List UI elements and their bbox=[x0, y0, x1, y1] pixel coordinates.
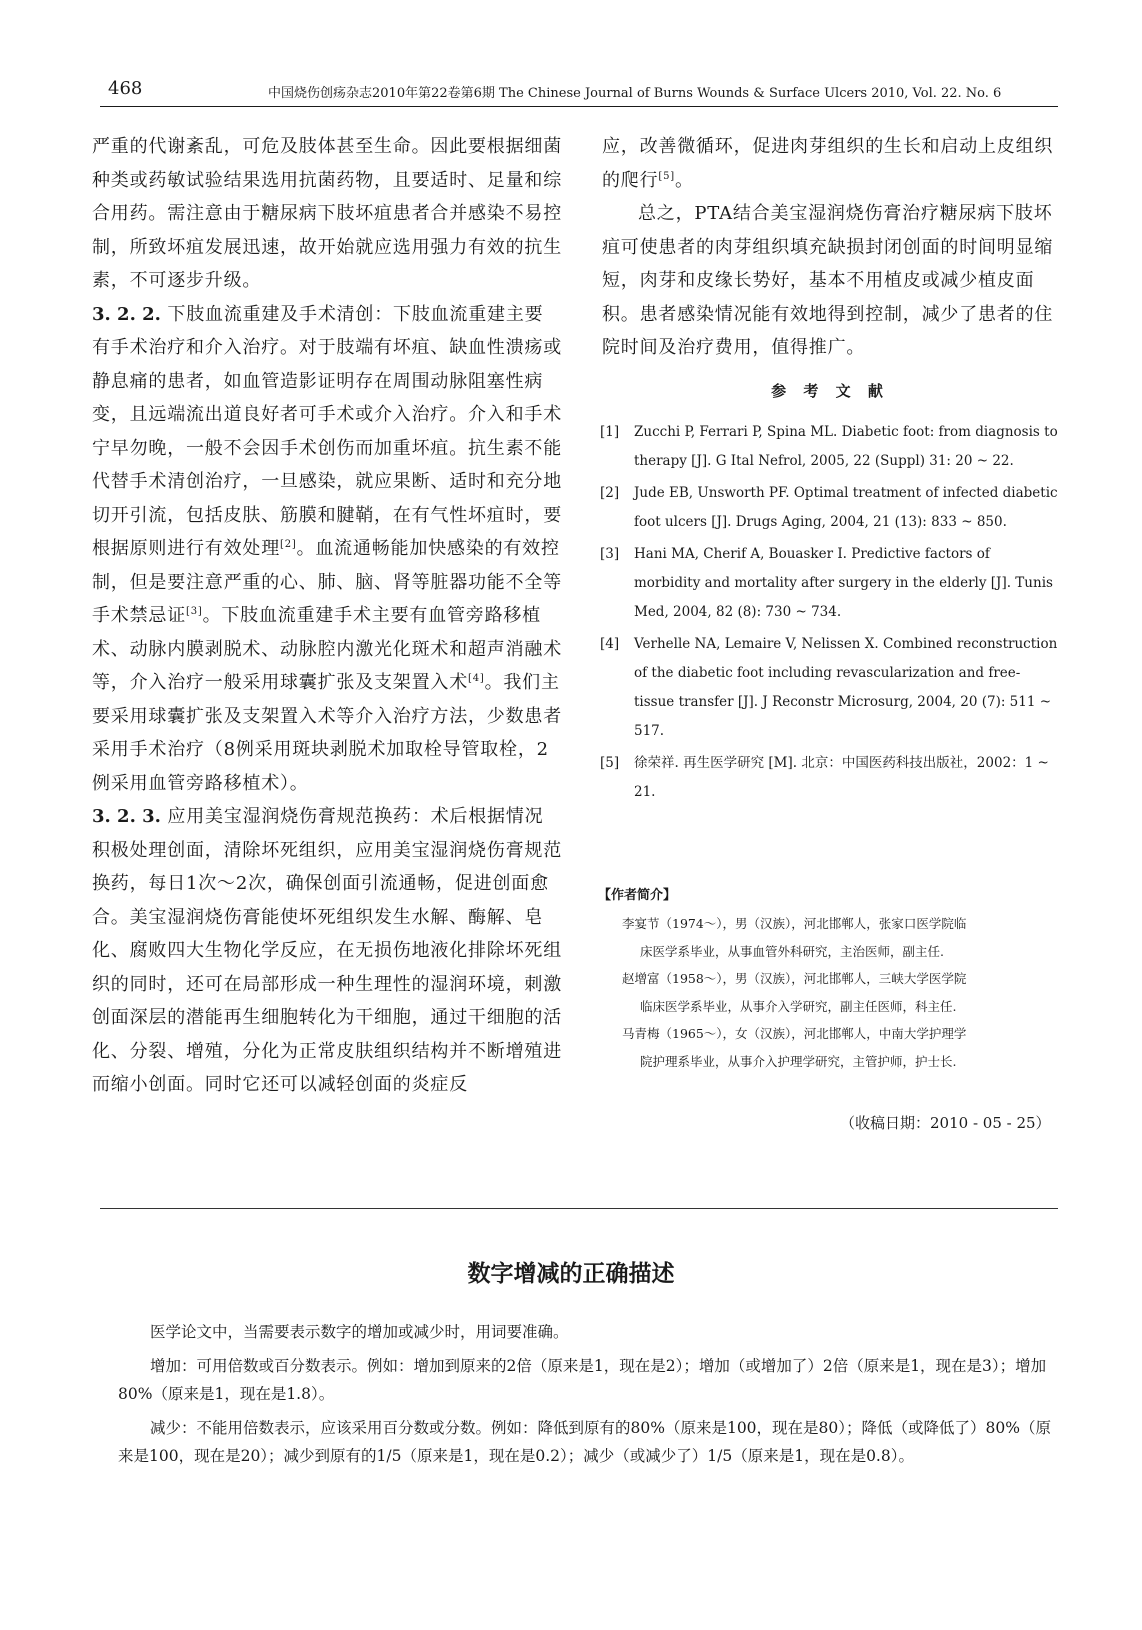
section-3-2-2 bbox=[92, 298, 562, 801]
section-text: 下肢血流重建及手术清创：下肢血流重建主要有手术治疗和介入治疗。对于肢端有坏疽、缺血性溃疡或静息痛的患者，如血管造影证明存在周围动脉阻塞性病变，且远端流出道良好者可手术或介入治疗。介入和手术宁早勿晚，一般不会因手术创伤而加重坏疽。抗生素不能代替手术清创治疗，一旦感染，就应果断、适时和充分地切开引流，包括皮肤、筋膜和腱鞘，在有气性坏疽时，要根据原则进行有效处理 bbox=[92, 303, 562, 559]
article-paragraph: 减少：不能用倍数表示，应该采用百分数或分数。例如：降低到原有的80%（原来是100，现在是80）；降低（或降低了）80%（原来是100，现在是20）；减少到原有的1/5（原来是1，现在是0.2）；减少（或减少了）1/5（原来是1，现在是0.8）。 bbox=[118, 1419, 1051, 1465]
reference-list bbox=[600, 418, 1060, 810]
section-3-2-3 bbox=[92, 800, 562, 1102]
section-number: 3. 2. 3. bbox=[92, 806, 161, 827]
section-divider bbox=[100, 1208, 1058, 1209]
section-text: 。血流通畅能加快感染的有效控制，但是要注意严重的心、肺、脑、肾等脏器功能不全等手术禁忌证 bbox=[92, 538, 562, 626]
section-text: 应用美宝湿润烧伤膏规范换药：术后根据情况积极处理创面，清除坏死组织，应用美宝湿润烧伤膏规范换药，每日1次～2次，确保创面引流通畅，促进创面愈合。美宝湿润烧伤膏能使坏死组织发生水解、酶解、皂化、腐败四大生物化学反应，在无损伤地液化排除坏死组织的同时，还可在局部形成一种生理性的湿润环境，刺激创面深层的潜能再生细胞转化为干细胞，通过干细胞的活化、分裂、增殖，分化为正常皮肤组织结构并不断增殖进而缩小创面。同时它还可以减轻创面的炎症反 bbox=[92, 806, 562, 1095]
section-number: 3. 2. 2. bbox=[92, 303, 161, 325]
author-line: 李宴节（1974～），男（汉族），河北邯郸人，张家口医学院临 bbox=[622, 916, 967, 931]
author-info bbox=[622, 910, 1062, 1075]
citation: [3] bbox=[186, 606, 203, 617]
author-entry bbox=[622, 965, 1062, 1020]
author-entry bbox=[622, 910, 1062, 965]
paragraph-text: 应，改善微循环，促进肉芽组织的生长和启动上皮组织的爬行 bbox=[602, 136, 1054, 191]
reference-item bbox=[600, 479, 1060, 537]
reference-item bbox=[600, 630, 1060, 746]
article-body bbox=[118, 1318, 1058, 1476]
reference-number: [4] bbox=[600, 636, 620, 652]
received-date: （收稿日期：2010 - 05 - 25） bbox=[840, 1114, 1051, 1132]
paragraph-infection-control: 严重的代谢紊乱，可危及肢体甚至生命。因此要根据细菌种类或药敏试验结果选用抗菌药物，且要适时、足量和综合用药。需注意由于糖尿病下肢坏疽患者合并感染不易控制，所致坏疽发展迅速，故开始就应选用强力有效的抗生素，不可逐步升级。 bbox=[92, 136, 562, 291]
reference-text: Verhelle NA, Lemaire V, Nelissen X. Combined reconstruction of the diabetic foot including revascularization and free-tissue transfer [J]. J Reconstr Microsurg, 2004, 20 (7): 511 ~ 517. bbox=[634, 636, 1058, 739]
paragraph-continued bbox=[602, 130, 1058, 197]
citation: [4] bbox=[468, 673, 485, 684]
reference-text: Jude EB, Unsworth PF. Optimal treatment of infected diabetic foot ulcers [J]. Drugs Aging, 2004, 21 (13): 833 ~ 850. bbox=[634, 485, 1058, 530]
citation: [2] bbox=[280, 539, 297, 550]
author-line: 院护理系毕业，从事介入护理学研究，主管护师，护士长. bbox=[640, 1053, 957, 1069]
article-paragraph: 增加：可用倍数或百分数表示。例如：增加到原来的2倍（原来是1，现在是2）；增加（或增加了）2倍（原来是1，现在是3）；增加80%（原来是1，现在是1.8）。 bbox=[118, 1357, 1047, 1403]
author-line: 马青梅（1965～），女（汉族），河北邯郸人，中南大学护理学 bbox=[622, 1026, 967, 1041]
author-info-heading: 【作者简介】 bbox=[598, 888, 677, 903]
author-line: 床医学系毕业，从事血管外科研究，主治医师，副主任. bbox=[640, 943, 944, 959]
author-line: 赵增富（1958～），男（汉族），河北邯郸人，三峡大学医学院 bbox=[622, 971, 967, 986]
references-title: 参 考 文 献 bbox=[771, 382, 889, 400]
header-rule bbox=[100, 106, 1058, 107]
journal-citation: 中国烧伤创疡杂志2010年第22卷第6期 The Chinese Journal of Burns Wounds & Surface Ulcers 2010, Vol. 22. No. 6 bbox=[268, 86, 1002, 101]
running-header bbox=[0, 0, 1142, 110]
reference-text: Hani MA, Cherif A, Bouasker I. Predictive factors of morbidity and mortality after surgery in the elderly [J]. Tunis Med, 2004, 82 (8): 730 ~ 734. bbox=[634, 546, 1053, 620]
reference-item bbox=[600, 540, 1060, 627]
reference-number: [5] bbox=[600, 755, 620, 771]
reference-item bbox=[600, 749, 1060, 807]
reference-text: Zucchi P, Ferrari P, Spina ML. Diabetic foot: from diagnosis to therapy [J]. G Ital Nefrol, 2005, 22 (Suppl) 31: 20 ~ 22. bbox=[634, 424, 1058, 469]
reference-number: [2] bbox=[600, 485, 620, 501]
reference-number: [1] bbox=[600, 424, 620, 440]
article-paragraph: 医学论文中，当需要表示数字的增加或减少时，用词要准确。 bbox=[150, 1323, 569, 1341]
paragraph-text: 。 bbox=[674, 169, 694, 191]
page-number: 468 bbox=[108, 78, 143, 99]
paragraph-conclusion: 总之，PTA结合美宝湿润烧伤膏治疗糖尿病下肢坏疽可使患者的肉芽组织填充缺损封闭创面的时间明显缩短，肉芽和皮缘长势好，基本不用植皮或减少植皮面积。患者感染情况能有效地得到控制，减少了患者的住院时间及治疗费用，值得推广。 bbox=[602, 203, 1054, 358]
citation: [5] bbox=[658, 170, 675, 182]
author-entry bbox=[622, 1020, 1062, 1075]
author-line: 临床医学系毕业，从事介入学研究，副主任医师，科主任. bbox=[640, 998, 957, 1014]
reference-text: 徐荣祥. 再生医学研究 [M]. 北京：中国医药科技出版社，2002：1 ~ 21. bbox=[634, 755, 1049, 800]
article-title: 数字增减的正确描述 bbox=[467, 1261, 675, 1287]
reference-item bbox=[600, 418, 1060, 476]
section-text: 。我们主要采用球囊扩张及支架置入术等介入治疗方法，少数患者采用手术治疗（8例采用斑块剥脱术加取栓导管取栓，2例采用血管旁路移植术）。 bbox=[92, 672, 562, 794]
reference-number: [3] bbox=[600, 546, 620, 562]
right-column bbox=[602, 130, 1058, 365]
section-text: 。下肢血流重建手术主要有血管旁路移植术、动脉内膜剥脱术、动脉腔内激光化斑术和超声消融术等，介入治疗一般采用球囊扩张及支架置入术 bbox=[92, 605, 562, 693]
left-column bbox=[92, 130, 562, 1102]
